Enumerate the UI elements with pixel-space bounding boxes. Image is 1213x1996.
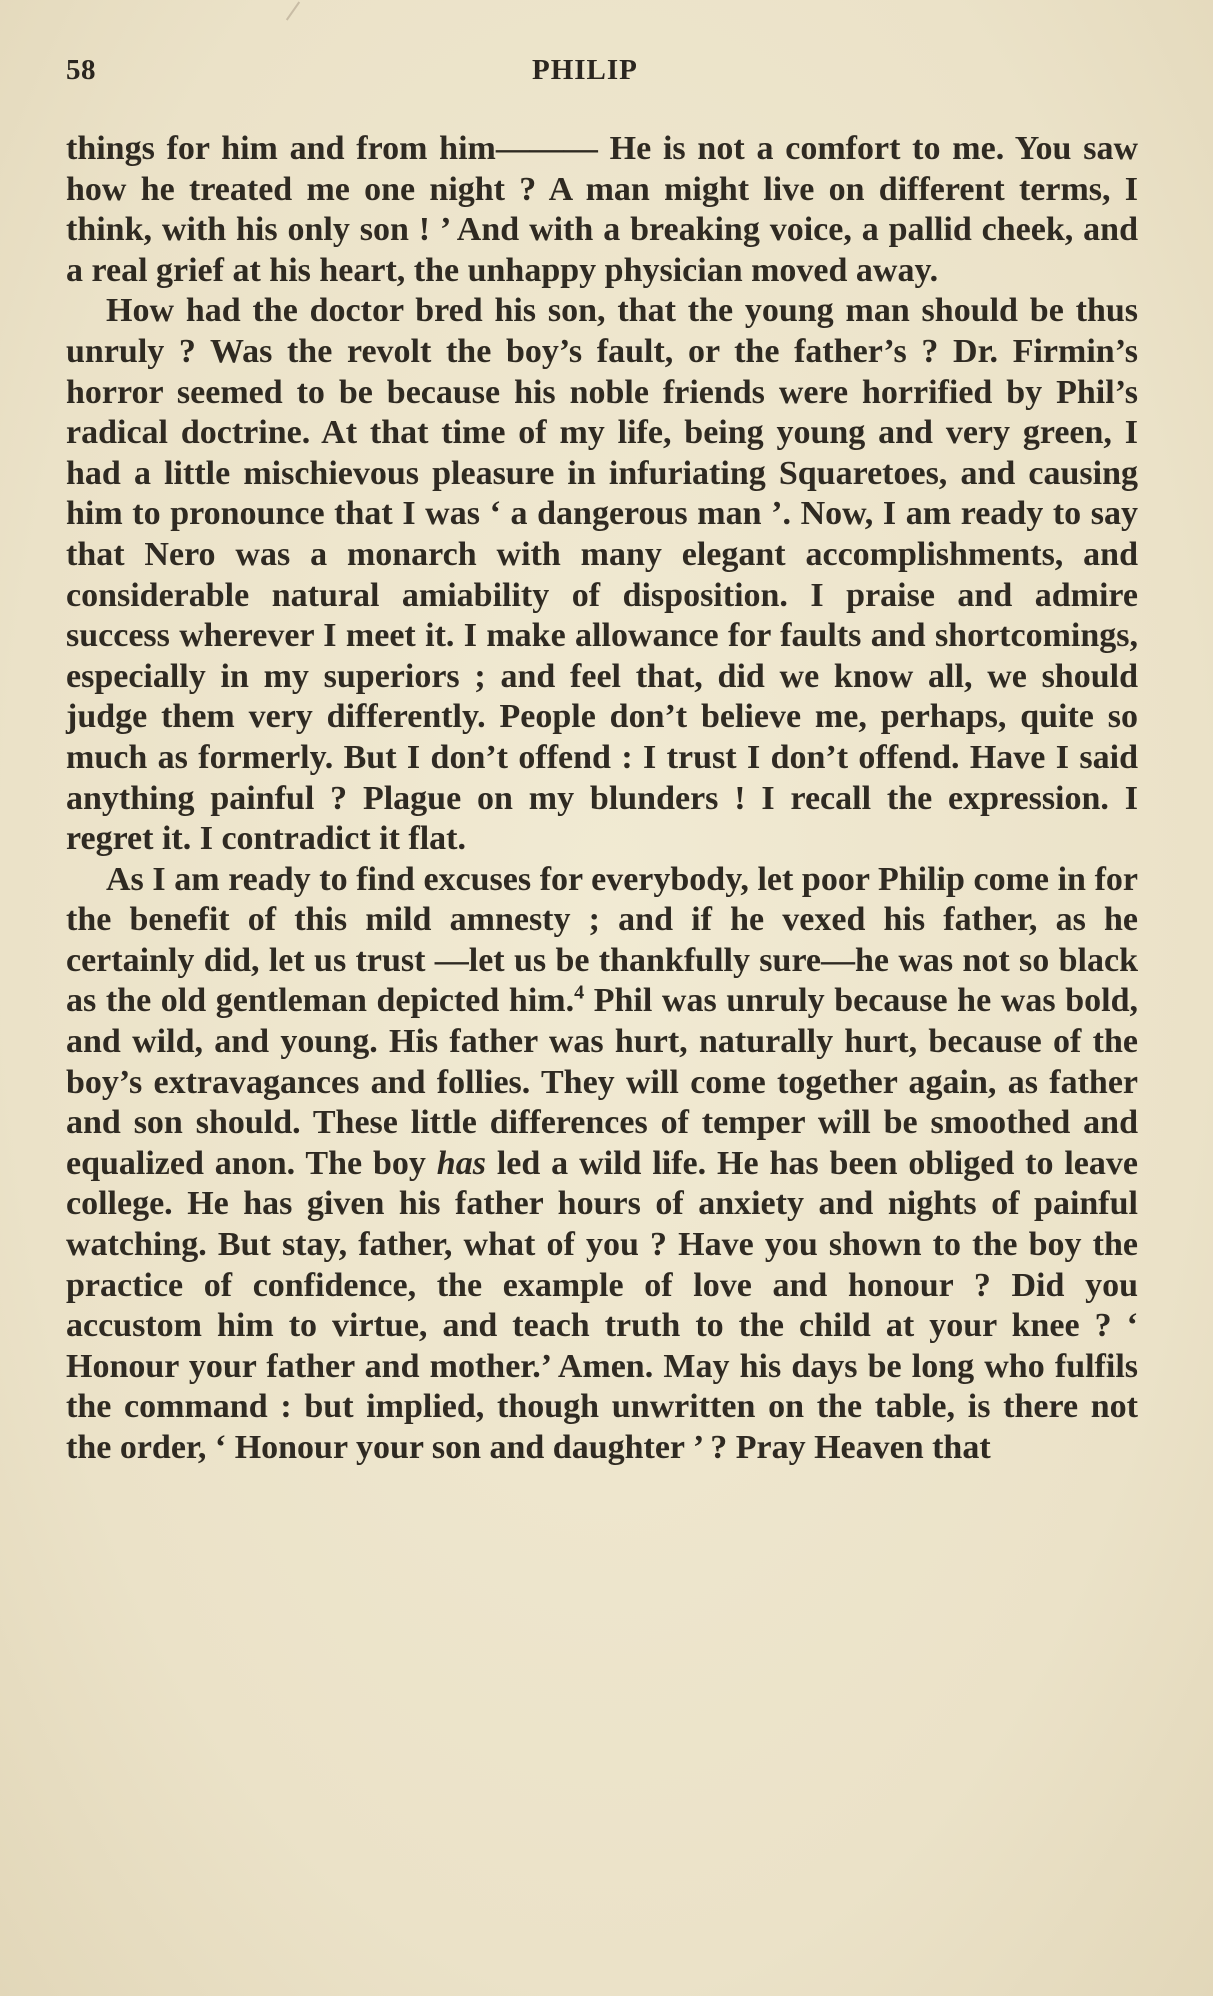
paragraph [66, 860, 1138, 1469]
text-run: Phil was unruly because he was bold, and wild, and young. His father was hurt, naturally hurt, because of the boy’s extravagances and follies. They will come together again, as father and son should. These little differences of temper will be smoothed and equalized anon. The boy [66, 982, 1138, 1182]
text-run: led a wild life. He has been obliged to leave college. He has given his father hours of anxiety and nights of painful watching. But stay, father, what of you ? Have you shown to the boy the practice of confidence, the example of love and honour ? Did you accustom him to virtue, and teach truth to the child at your knee ? ‘ Honour your father and mother.’ Amen. May his days be long who fulfils the command : but implied, though unwritten on the table, is there not the order, ‘ Honour your son and daughter ’ ? Pray Heaven that [66, 1144, 1138, 1466]
text-run: things for him and from him——— He is not a comfort to me. You saw how he treated me one night ? A man might live on different terms, I think, with his only son ! ’ And with a breaking voice, a pallid cheek, and a real grief at his heart, the unhappy physician moved away. [66, 130, 1138, 289]
paragraph [66, 129, 1138, 291]
pencil-mark [286, 1, 300, 20]
footnote-reference: 4 [574, 982, 585, 1005]
paragraph [66, 291, 1138, 859]
text-run: How had the doctor bred his son, that the young man should be thus unruly ? Was the revolt the boy’s fault, or the father’s ? Dr. Firmin’s horror seemed to be because his noble friends were horrified by Phil’s radical doctrine. At that time of my life, being young and very green, I had a little mischievous pleasure in infuriating Squaretoes, and causing him to pronounce that I was ‘ a dangerous man ’. Now, I am ready to say that Nero was a monarch with many elegant accomplishments, and considerable natural amiability of disposition. I praise and admire success wherever I meet it. I make allowance for faults and shortcomings, especially in my superiors ; and feel that, did we know all, we should judge them very differently. People don’t believe me, perhaps, quite so much as formerly. But I don’t offend : I trust I don’t offend. Have I said anything painful ? Plague on my blunders ! I recall the expression. I regret it. I contradict it flat. [66, 292, 1138, 858]
running-title: PHILIP [532, 54, 638, 86]
italic-text: has [436, 1144, 486, 1182]
text-run: As I am ready to find excuses for everybody, let poor Philip come in for the benefit of this mild amnesty ; and if he vexed his father, as he certainly did, let us trust —let us be thankfully sure—he was not so black as the old gentleman depicted him. [66, 860, 1138, 1020]
page-header [66, 54, 1138, 94]
page-number: 58 [66, 54, 96, 86]
body-text [66, 129, 1138, 1469]
